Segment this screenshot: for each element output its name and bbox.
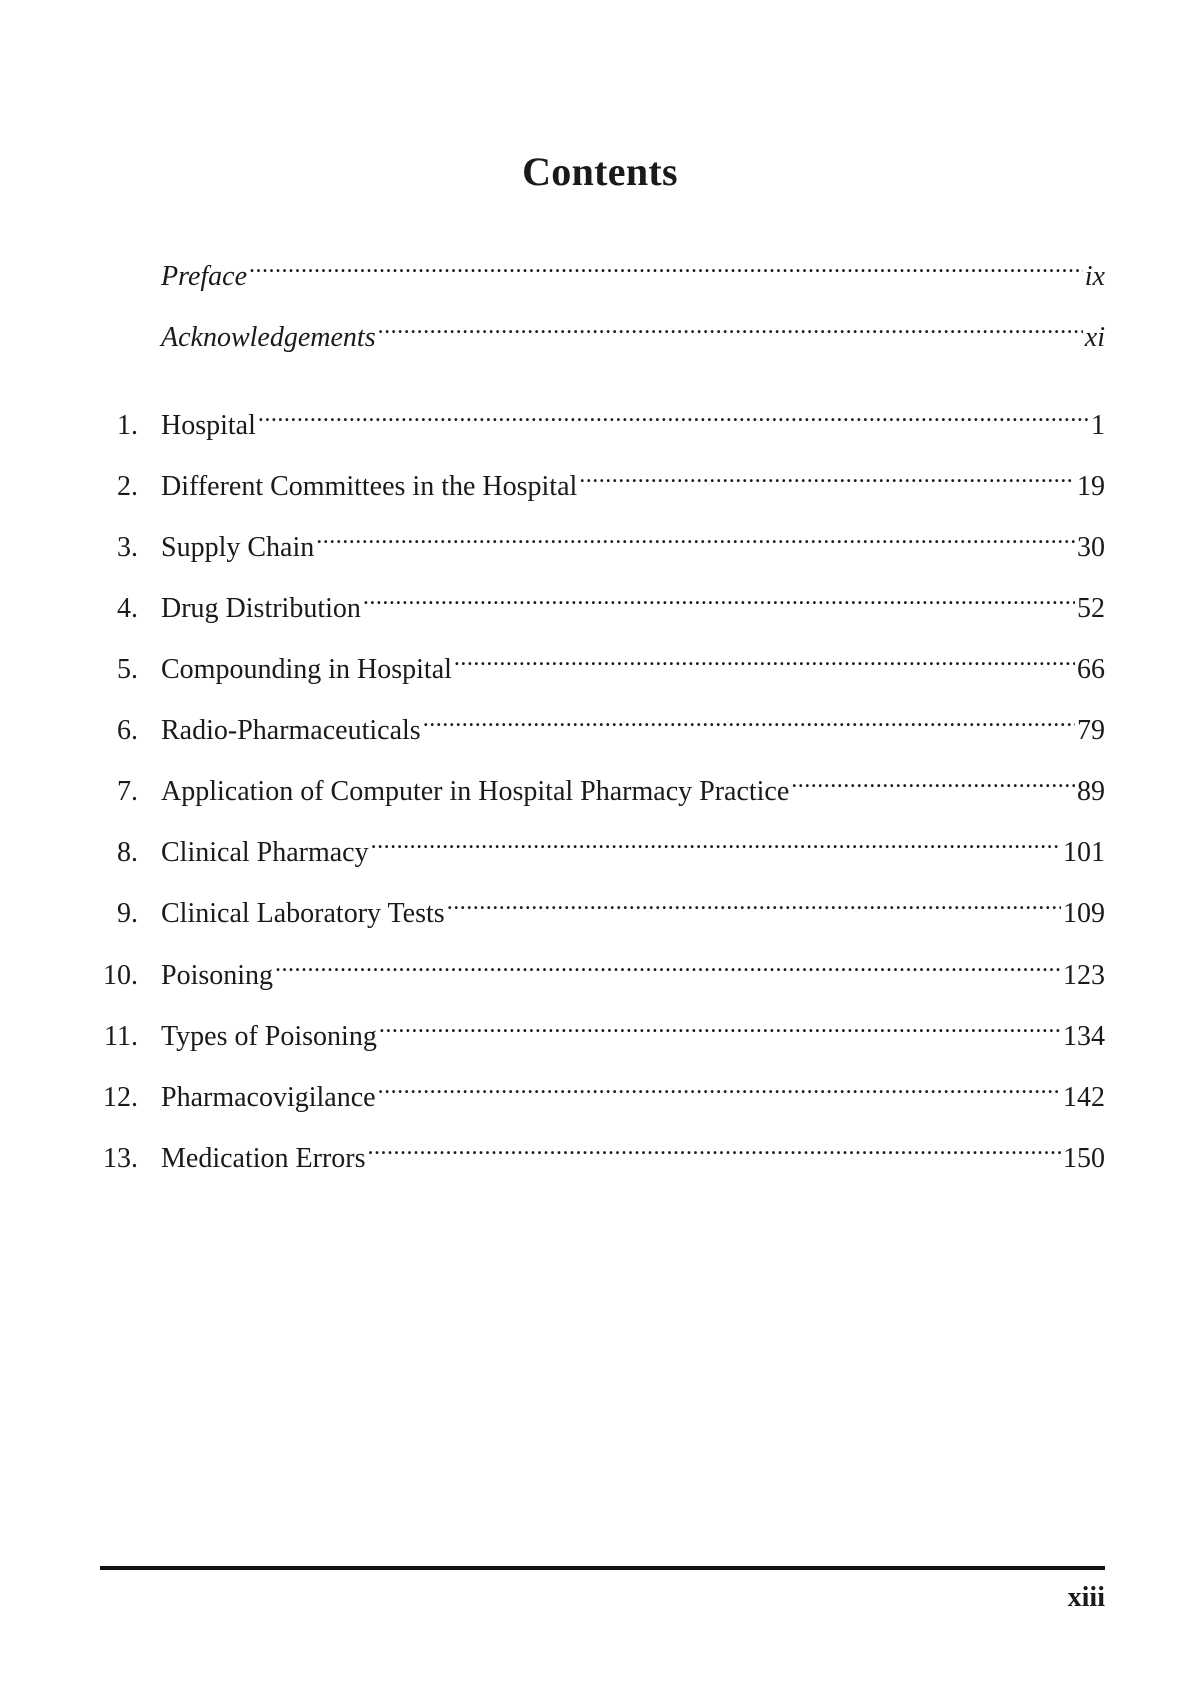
toc-page-number: 30 — [1077, 532, 1105, 563]
toc-page-number: 52 — [1077, 593, 1105, 624]
toc-entry-chapter[interactable] — [100, 699, 1105, 746]
toc-number: 12. — [103, 1082, 138, 1113]
toc-entry-chapter[interactable] — [100, 760, 1105, 807]
toc-page-number: 19 — [1077, 471, 1105, 502]
toc-title: Supply Chain — [161, 532, 315, 563]
dot-leader — [423, 699, 1075, 739]
dot-leader — [249, 245, 1083, 285]
toc-page-number: 109 — [1063, 898, 1105, 929]
toc-number: 4. — [117, 593, 138, 624]
toc-number: 5. — [117, 654, 138, 685]
dot-leader — [371, 821, 1061, 861]
dot-leader — [363, 577, 1075, 617]
toc-title: Preface — [161, 261, 248, 292]
toc-title: Medication Errors — [161, 1143, 366, 1174]
toc-title: Drug Distribution — [161, 593, 361, 624]
toc-entry-chapter[interactable] — [100, 638, 1105, 685]
toc-page-number: ix — [1084, 261, 1105, 292]
dot-leader — [378, 306, 1083, 346]
toc-page-number: 101 — [1063, 837, 1105, 868]
toc-entry-chapter[interactable] — [100, 1127, 1105, 1174]
toc-page-number: 1 — [1091, 410, 1105, 441]
toc-title: Radio-Pharmaceuticals — [161, 715, 421, 746]
dot-leader — [447, 882, 1061, 922]
toc-entry-chapter[interactable] — [100, 516, 1105, 563]
toc-number: 13. — [103, 1143, 138, 1174]
dot-leader — [379, 1005, 1061, 1045]
toc-page-number: 66 — [1077, 654, 1105, 685]
toc-page-number: xi — [1084, 322, 1105, 353]
toc-number: 10. — [103, 960, 138, 991]
toc-number: 2. — [117, 471, 138, 502]
dot-leader — [579, 455, 1075, 495]
toc-page-number: 150 — [1063, 1143, 1105, 1174]
toc-title: Hospital — [161, 410, 256, 441]
toc-entry-acknowledgements[interactable] — [100, 306, 1105, 353]
dot-leader — [258, 394, 1089, 434]
toc-page-number: 123 — [1063, 960, 1105, 991]
toc-title: Poisoning — [161, 960, 274, 991]
toc-entry-chapter[interactable] — [100, 882, 1105, 929]
dot-leader — [368, 1127, 1062, 1167]
dot-leader — [275, 944, 1061, 984]
toc-number: 9. — [117, 898, 138, 929]
toc-number: 1. — [117, 410, 138, 441]
footer-rule — [100, 1566, 1105, 1570]
toc-number: 6. — [117, 715, 138, 746]
toc-page-number: 142 — [1063, 1082, 1105, 1113]
toc-title: Compounding in Hospital — [161, 654, 452, 685]
dot-leader — [378, 1066, 1061, 1106]
toc-entry-chapter[interactable] — [100, 1005, 1105, 1052]
toc-entry-chapter[interactable] — [100, 1066, 1105, 1113]
toc-entry-chapter[interactable] — [100, 821, 1105, 868]
toc-entry-chapter[interactable] — [100, 577, 1105, 624]
toc-title: Pharmacovigilance — [161, 1082, 376, 1113]
toc-entry-chapter[interactable] — [100, 394, 1105, 441]
toc-number: 8. — [117, 837, 138, 868]
toc-title: Clinical Laboratory Tests — [161, 898, 445, 929]
dot-leader — [791, 760, 1075, 800]
page-folio: xiii — [1067, 1582, 1105, 1613]
toc-number: 7. — [117, 776, 138, 807]
dot-leader — [316, 516, 1075, 556]
page-title: Contents — [522, 149, 678, 194]
toc-page-number: 79 — [1077, 715, 1105, 746]
toc-title: Acknowledgements — [161, 322, 376, 353]
toc-page-number: 134 — [1063, 1021, 1105, 1052]
toc-title: Types of Poisoning — [161, 1021, 377, 1052]
toc-entry-preface[interactable] — [100, 245, 1105, 292]
toc-number: 3. — [117, 532, 138, 563]
toc-title: Different Committees in the Hospital — [161, 471, 578, 502]
dot-leader — [454, 638, 1075, 678]
toc-title: Application of Computer in Hospital Pharmacy Practice — [161, 776, 790, 807]
toc-entry-chapter[interactable] — [100, 944, 1105, 991]
toc-page-number: 89 — [1077, 776, 1105, 807]
toc-title: Clinical Pharmacy — [161, 837, 369, 868]
toc-number: 11. — [104, 1021, 138, 1052]
toc-entry-chapter[interactable] — [100, 455, 1105, 502]
